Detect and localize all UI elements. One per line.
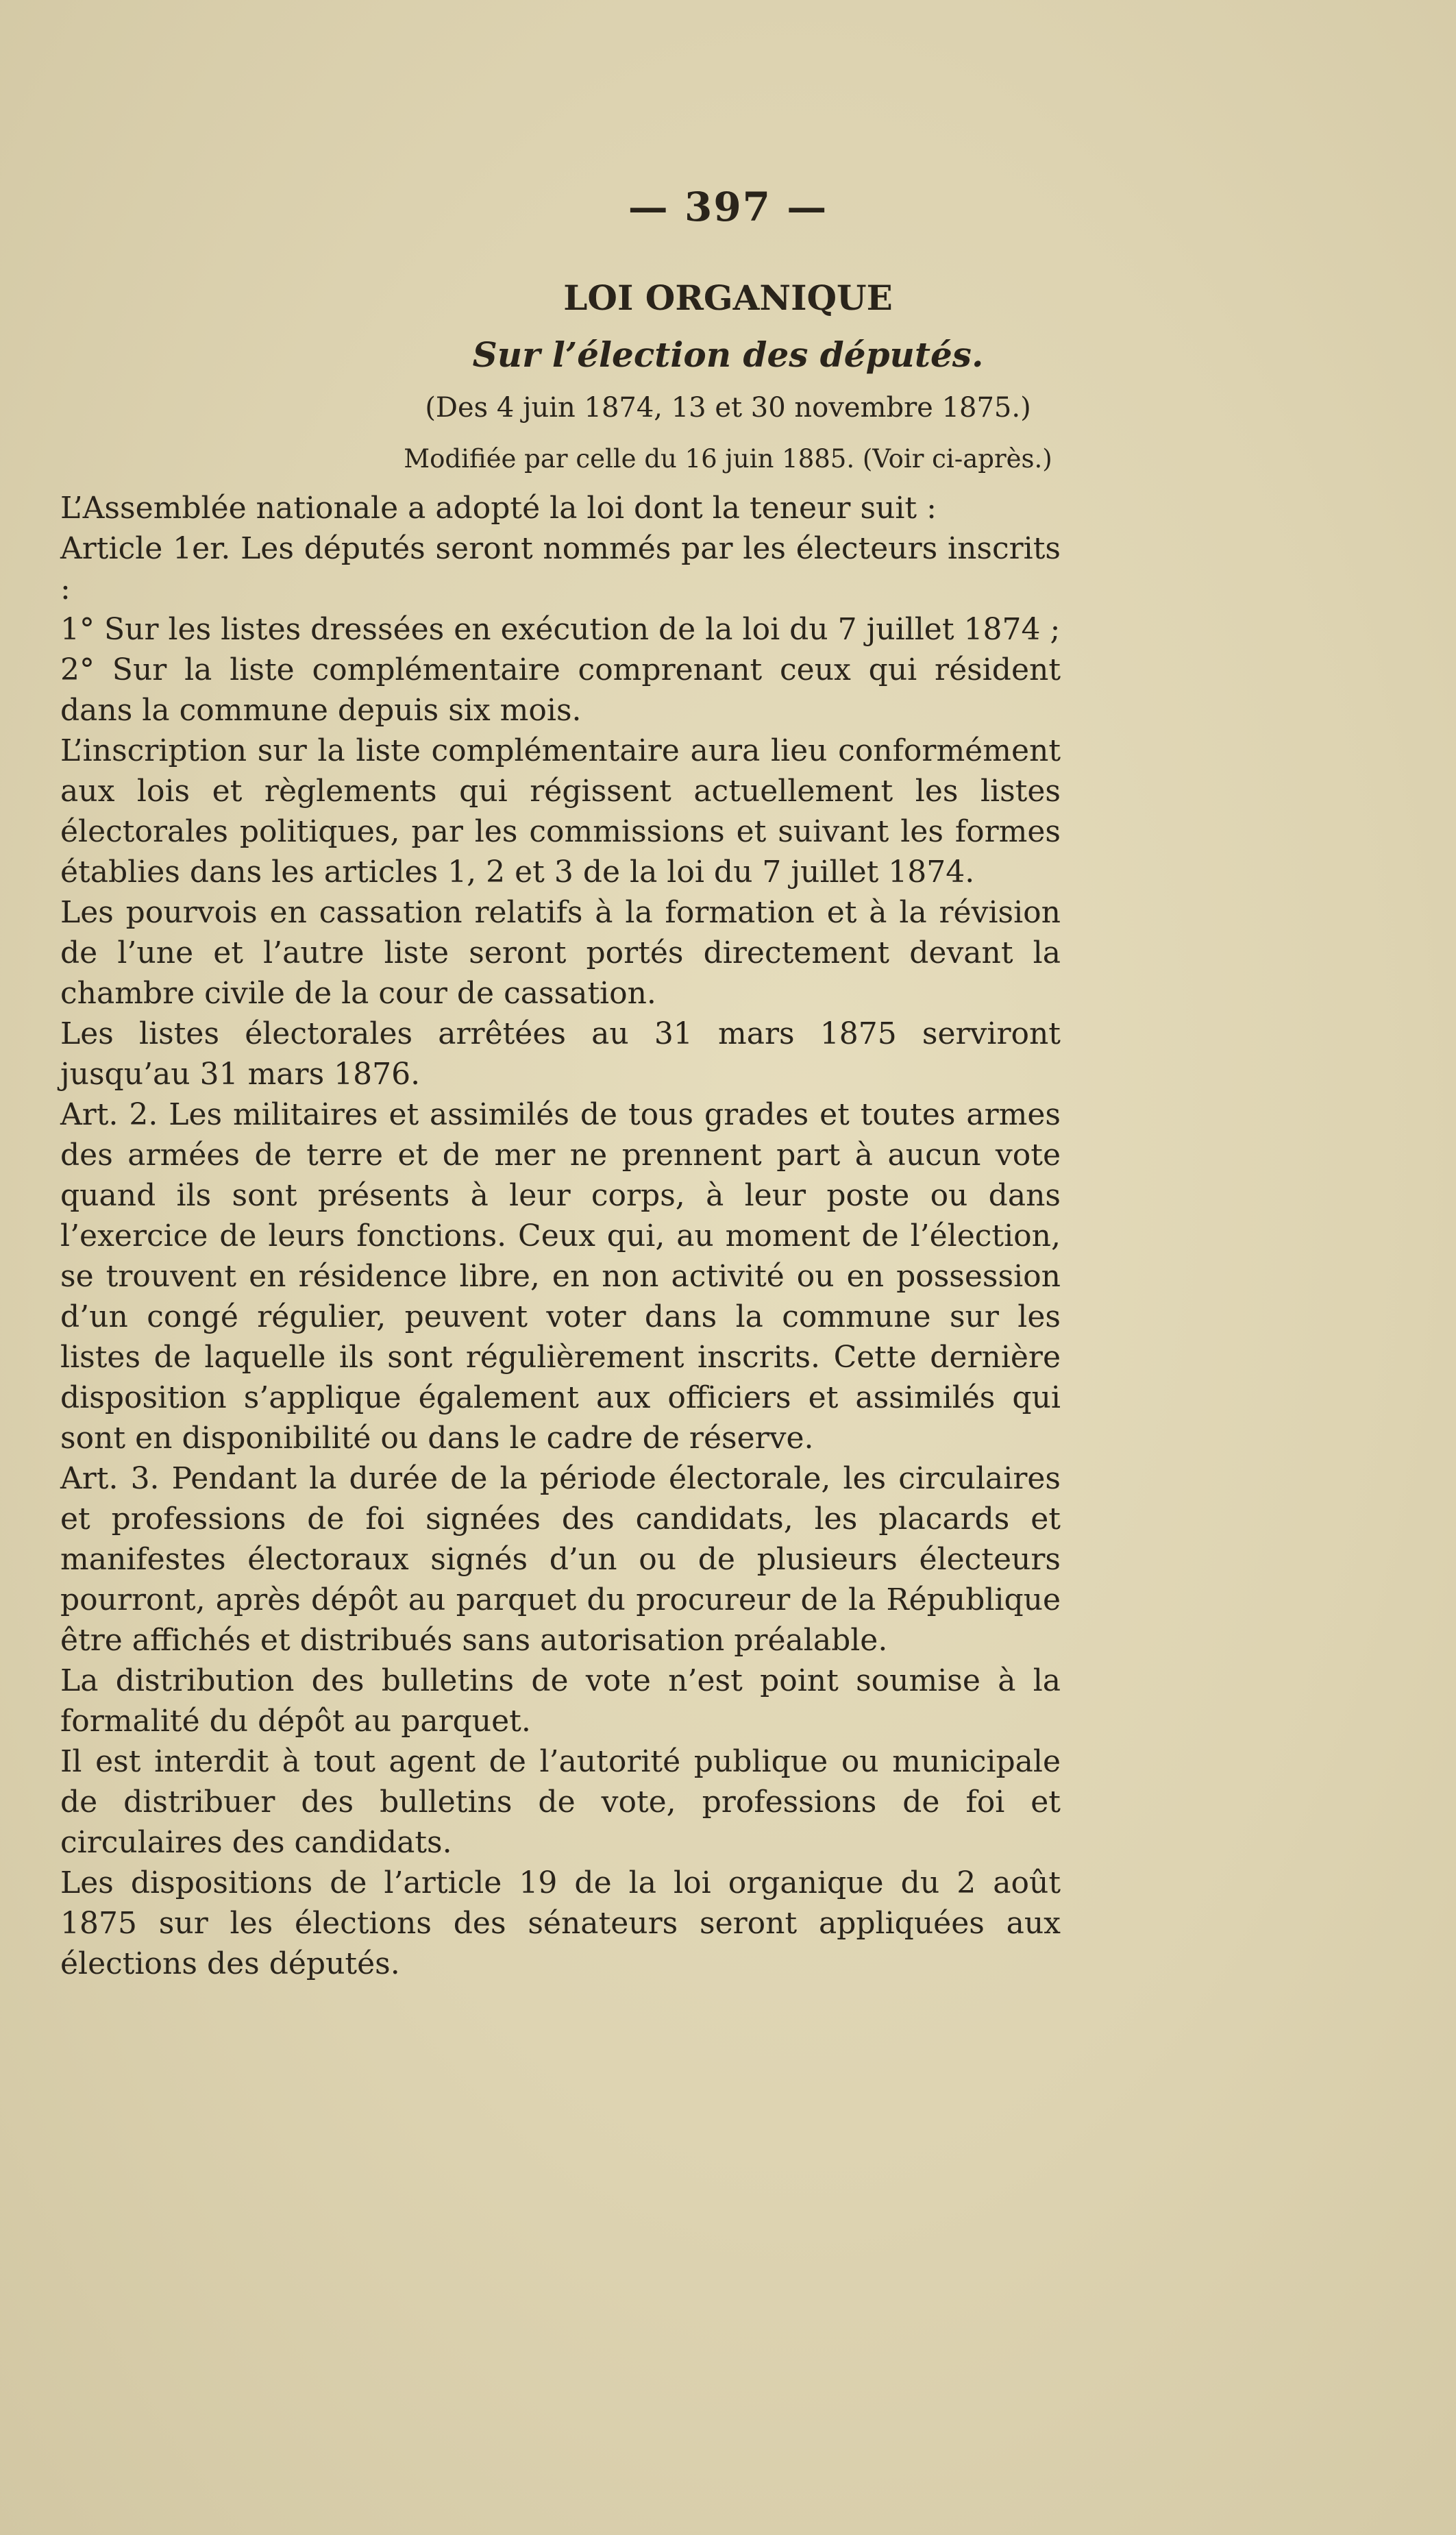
paragraph-electoral-lists: Les listes électorales arrêtées au 31 mars 1875 serviront jusqu’au 31 mars 1876. — [60, 1016, 1061, 1092]
paragraph-ballot-distribution: La distribution des bulletins de vote n’est point soumise à la formalité du dépôt au parquet. — [60, 1663, 1061, 1739]
law-dates: (Des 4 juin 1874, 13 et 30 novembre 1875.) — [425, 392, 1031, 424]
paragraph-preamble: L’Assemblée nationale a adopté la loi dont la teneur suit : — [60, 491, 937, 526]
paragraph-complementary-list: L’inscription sur la liste complémentaire aura lieu conformément aux lois et règlements qui régissent actuellement les listes électorales politiques, par les commissions et suivant les formes établies dans les articles 1, 2 et 3 de la loi du 7 juillet 1874. — [60, 733, 1061, 890]
paragraph-article-2: Art. 2. Les militaires et assimilés de tous grades et toutes armes des armées de terre et de mer ne prennent part à aucun vote quand ils sont présents à leur corps, à leur poste ou dans l’exercice de leurs fonctions. Ceux qui, au moment de l’élection, se trouvent en résidence libre, en non activité ou en possession d’un congé régulier, peuvent voter dans la commune sur les listes de laquelle ils sont régulièrement inscrits. Cette dernière disposition s’applique également aux officiers et assimilés qui sont en disponibilité ou dans le cadre de réserve. — [60, 1097, 1061, 1456]
paragraph-agent-prohibition: Il est interdit à tout agent de l’autorité publique ou municipale de distribuer des bulletins de vote, professions de foi et circulaires des candidats. — [60, 1744, 1061, 1860]
law-modified-note: Modifiée par celle du 16 juin 1885. (Voir ci-après.) — [404, 444, 1052, 474]
paragraph-article-3: Art. 3. Pendant la durée de la période électorale, les circulaires et professions de foi signées des candidats, les placards et manifestes électoraux signés d’un ou de plusieurs électeurs pourront, après dépôt au parquet du procureur de la République être affichés et distribués sans autorisation préalable. — [60, 1461, 1061, 1658]
law-subtitle: Sur l’élection des députés. — [472, 334, 984, 375]
paragraph-final-provision: Les dispositions de l’article 19 de la loi organique du 2 août 1875 sur les élections des sénateurs seront appliquées aux élections des députés. — [60, 1865, 1061, 1981]
law-title: LOI ORGANIQUE — [563, 278, 893, 318]
law-body — [60, 488, 1061, 1984]
paragraph-article-1-item-2: 2° Sur la liste complémentaire comprenant ceux qui résident dans la commune depuis six mois. — [60, 652, 1061, 728]
paragraph-cassation: Les pourvois en cassation relatifs à la formation et à la révision de l’une et l’autre liste seront portés directement devant la chambre civile de la cour de cassation. — [60, 895, 1061, 1011]
page-number: — 397 — — [628, 184, 828, 230]
paragraph-article-1-item-1: 1° Sur les listes dressées en exécution de la loi du 7 juillet 1874 ; — [60, 612, 1061, 647]
paragraph-article-1: Article 1er. Les députés seront nommés par les électeurs inscrits : — [60, 531, 1061, 607]
